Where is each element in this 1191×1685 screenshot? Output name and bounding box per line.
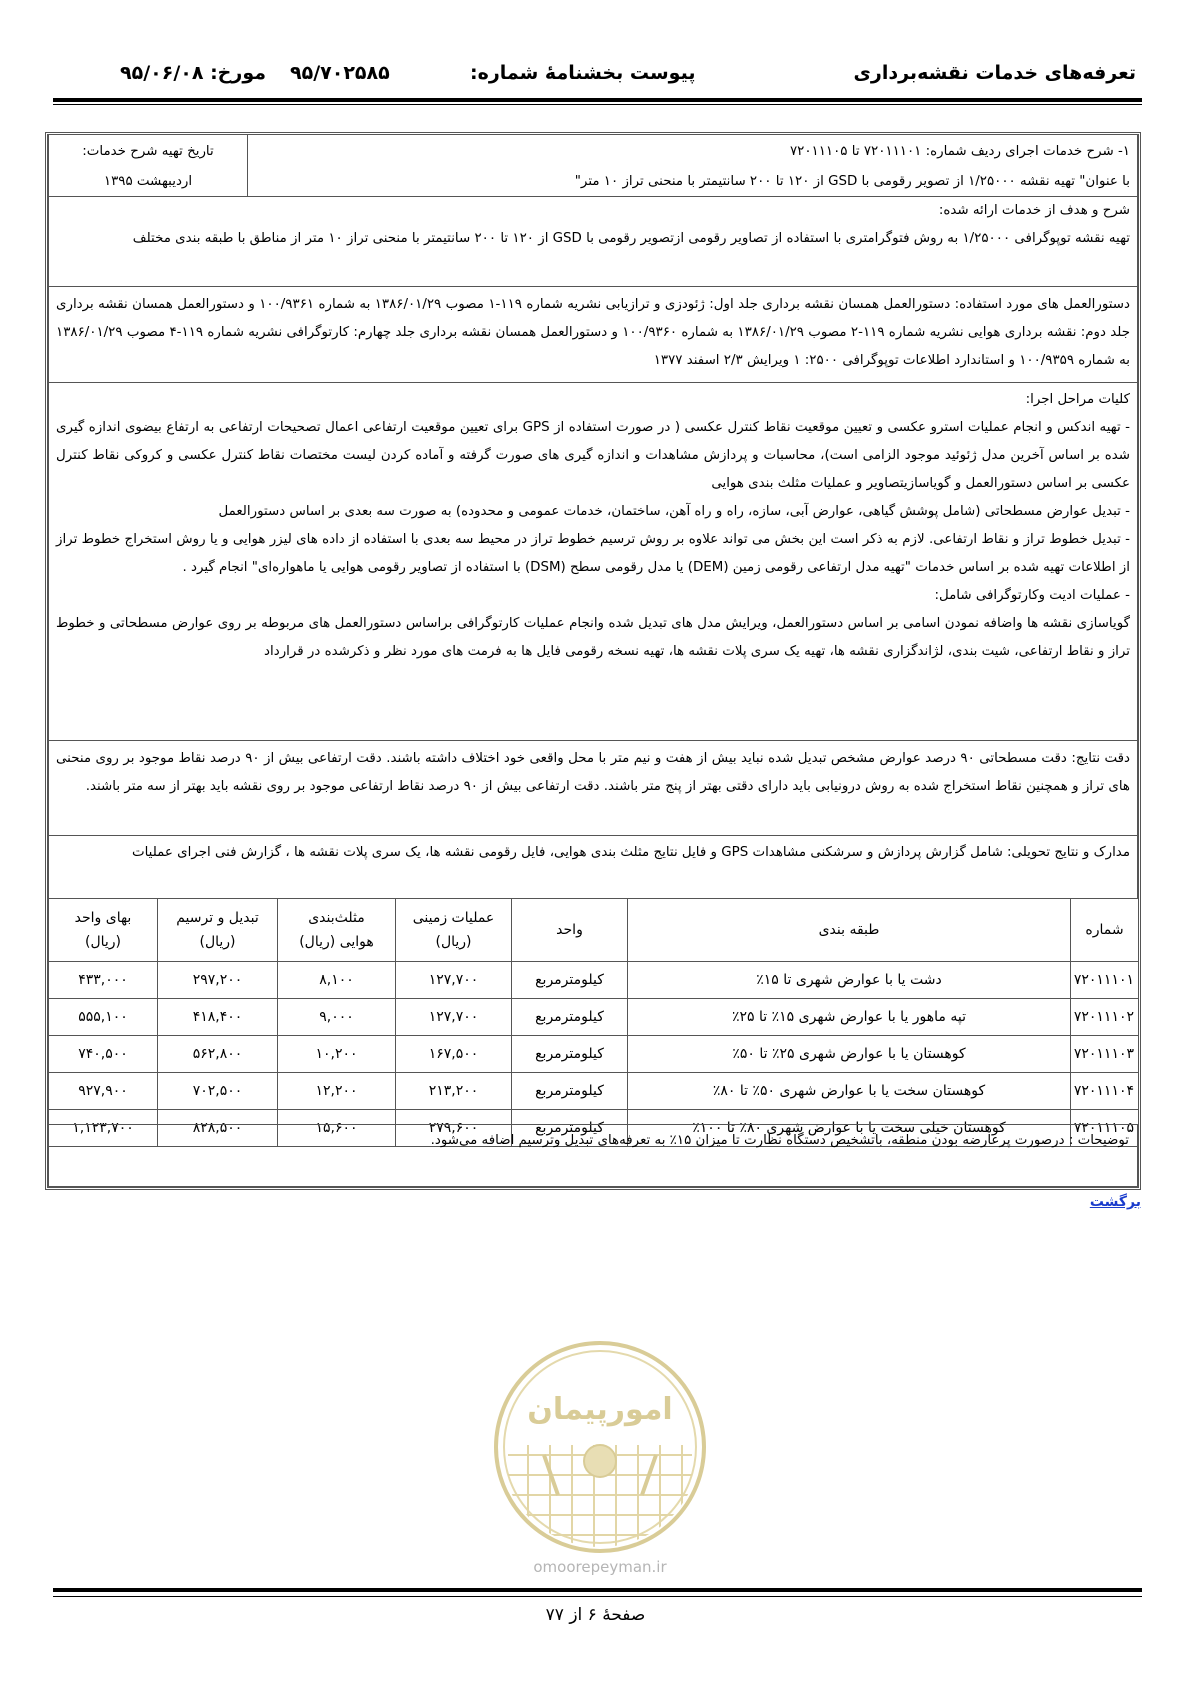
row-triangulation: ۸,۱۰۰ (278, 962, 396, 999)
table-note: توضیحات : درصورت پرعارضه بودن منطقه، باتشخیص دستگاه نظارت تا میزان ۱۵٪ به تعرفه‌های تبدیل وترسیم اضافه می‌شود. (48, 1124, 1138, 1187)
row-unit-price: ۵۵۵,۱۰۰ (49, 999, 158, 1036)
tariff-table (48, 898, 1139, 1147)
row-unit: کیلومترمربع (512, 1073, 628, 1110)
deliverables-cell (48, 835, 1138, 899)
footer-rule-thick (53, 1588, 1142, 1592)
table-row (49, 962, 1139, 999)
description-heading: شرح و هدف از خدمات ارائه شده: (938, 203, 1130, 218)
col-header-triangulation: مثلث‌بندی هوایی (ریال) (278, 899, 396, 962)
row-drawing: ۵۶۲,۸۰۰ (158, 1036, 278, 1073)
attachment-label: پیوست بخشنامۀ شماره: (470, 62, 696, 84)
table-row (49, 1036, 1139, 1073)
service-line-1: ۱- شرح خدمات اجرای ردیف شماره: ۷۲۰۱۱۱۰۱ تا ۷۲۰۱۱۱۰۵ (789, 144, 1130, 159)
back-link[interactable]: برگشت (1089, 1194, 1141, 1210)
row-category: تپه ماهور یا با عوارض شهری ۱۵٪ تا ۲۵٪ (628, 999, 1071, 1036)
service-title-cell (247, 134, 1138, 197)
standards-body: دستورالعمل های مورد استفاده: دستورالعمل همسان نقشه برداری جلد اول: ژئودزی و ترازیابی نشریه شماره ۱۱۹-۱ مصوب ۱۳۸۶/۰۱/۲۹ به شماره ۱۰۰/۹۳۶۱ و دستورالعمل همسان نقشه برداری جلد دوم: نقشه برداری هوایی نشریه شماره ۱۱۹-۲ مصوب ۱۳۸۶/۰۱/۲۹ به شماره ۱۰۰/۹۳۶۰ و دستورالعمل همسان نقشه برداری جلد چهارم: کارتوگرافی نشریه شماره ۱۱۹-۴ مصوب ۱۳۸۶/۰۱/۲۹ به شماره ۱۰۰/۹۳۵۹ و استاندارد اطلاعات توپوگرافی ۲۵۰۰: ۱ ویرایش ۲/۳ اسفند ۱۳۷۷ (56, 297, 1131, 368)
row-ground: ۲۷۹,۶۰۰ (396, 1110, 512, 1147)
table-row (49, 999, 1139, 1036)
accuracy-cell (48, 740, 1138, 836)
service-date-cell (48, 134, 248, 197)
steps-cell (48, 382, 1138, 741)
row-unit-price: ۷۴۰,۵۰۰ (49, 1036, 158, 1073)
row-category: کوهستان سخت یا با عوارض شهری ۵۰٪ تا ۸۰٪ (628, 1073, 1071, 1110)
row-code: ۷۲۰۱۱۱۰۵ (1071, 1110, 1139, 1147)
row-unit: کیلومترمربع (512, 962, 628, 999)
seal-text: امورپیمان (527, 1392, 673, 1427)
deliverables-body: مدارک و نتایج تحویلی: شامل گزارش پردازش و سرشکنی مشاهدات GPS و فایل نتایج مثلث بندی هوایی، فایل رقومی نقشه ها، یک سری پلات نقشه ها ، گزارش فنی اجرای عملیات (131, 845, 1130, 860)
row-drawing: ۴۱۸,۴۰۰ (158, 999, 278, 1036)
standards-cell (48, 286, 1138, 383)
document-title: تعرفه‌های خدمات نقشه‌برداری (853, 62, 1136, 84)
row-ground: ۱۲۷,۷۰۰ (396, 962, 512, 999)
row-unit-price: ۱,۱۲۳,۷۰۰ (49, 1110, 158, 1147)
col-header-drawing: تبدیل و ترسیم (ریال) (158, 899, 278, 962)
header-rule-thin (53, 104, 1142, 105)
watermark-seal (488, 1335, 712, 1555)
steps-paragraph-5: گویاسازی نقشه ها واضافه نمودن اسامی بر اساس دستورالعمل، ویرایش مدل های تبدیل شده وانجام عملیات کارتوگرافی براساس دستورالعمل های مربوطه بر روی عوارض مسطحاتی و خطوط تراز و نقاط ارتفاعی، شیت بندی، لژاندگزاری نقشه ها، تهیه یک سری پلات نقشه ها، تهیه نسخه رقومی فایل ها به فرمت های مورد نظر و ذکرشده در قرارداد (56, 616, 1130, 659)
row-unit: کیلومترمربع (512, 1036, 628, 1073)
steps-paragraph-2: - تبدیل عوارض مسطحاتی (شامل پوشش گیاهی، عوارض آبی، سازه، راه و راه آهن، ساختمان، خدمات عمومی و محدوده) به صورت سه بعدی بر اساس دستورالعمل (218, 504, 1130, 519)
row-unit-price: ۴۳۳,۰۰۰ (49, 962, 158, 999)
accuracy-body: دقت نتایج: دقت مسطحاتی ۹۰ درصد عوارض مشخص تبدیل شده نباید بیش از هفت و نیم متر با محل واقعی خود اختلاف داشته باشند. دقت ارتفاعی بیش از ۹۰ درصد نقاط موجود بر روی منحنی های تراز و همچنین نقاط استخراج شده به روش درونیابی باید دارای دقتی بهتر از پنج متر باشند. دقت ارتفاعی بیش از ۹۰ درصد نقاط ارتفاعی موجود بر روی نقشه باید بهتر از سه متر باشند. (56, 751, 1130, 794)
row-drawing: ۸۲۸,۵۰۰ (158, 1110, 278, 1147)
page-number: صفحۀ ۶ از ۷۷ (545, 1605, 646, 1625)
footer-rule-thin (53, 1596, 1142, 1597)
steps-heading: کلیات مراحل اجرا: (1025, 392, 1130, 407)
description-body: تهیه نقشه توپوگرافی ۱/۲۵۰۰۰ به روش فتوگرامتری با استفاده از تصاویر رقومی ازتصویر رقومی با GSD از ۱۲۰ تا ۲۰۰ سانتیمتر با منحنی تراز ۱۰ متر از مناطق با طبقه بندی مختلف (132, 231, 1130, 246)
row-code: ۷۲۰۱۱۱۰۳ (1071, 1036, 1139, 1073)
row-ground: ۱۲۷,۷۰۰ (396, 999, 512, 1036)
row-code: ۷۲۰۱۱۱۰۴ (1071, 1073, 1139, 1110)
row-unit: کیلومترمربع (512, 1110, 628, 1147)
steps-paragraph-4: - عملیات ادیت وکارتوگرافی شامل: (934, 588, 1130, 603)
table-header-row (49, 899, 1139, 962)
row-category: دشت یا با عوارض شهری تا ۱۵٪ (628, 962, 1071, 999)
row-unit-price: ۹۲۷,۹۰۰ (49, 1073, 158, 1110)
row-triangulation: ۱۵,۶۰۰ (278, 1110, 396, 1147)
row-triangulation: ۹,۰۰۰ (278, 999, 396, 1036)
col-header-unit: واحد (512, 899, 628, 962)
col-header-category: طبقه بندی (628, 899, 1071, 962)
watermark-site: omoorepeyman.ir (533, 1558, 667, 1576)
circular-number: ۹۵/۷۰۲۵۸۵ (290, 62, 390, 84)
col-header-unit-price: بهای واحد (ریال) (49, 899, 158, 962)
row-drawing: ۲۹۷,۲۰۰ (158, 962, 278, 999)
header-rule-thick (53, 98, 1142, 102)
row-category: کوهستان یا با عوارض شهری ۲۵٪ تا ۵۰٪ (628, 1036, 1071, 1073)
service-date-value: اردیبهشت ۱۳۹۵ (103, 174, 193, 189)
row-drawing: ۷۰۲,۵۰۰ (158, 1073, 278, 1110)
row-category: کوهستان خیلی سخت یا با عوارض شهری ۸۰٪ تا ۱۰۰٪ (628, 1110, 1071, 1147)
row-triangulation: ۱۲,۲۰۰ (278, 1073, 396, 1110)
steps-paragraph-3: - تبدیل خطوط تراز و نقاط ارتفاعی. لازم به ذکر است این بخش می تواند علاوه بر روش ترسیم خطوط تراز در محیط سه بعدی با استفاده از داده های لیزر هوایی و یا روش استخراج خطوط تراز از اطلاعات تهیه شده بر اساس خدمات "تهیه مدل ارتفاعی رقومی زمین (DEM) یا مدل رقومی سطح (DSM) با استفاده از تصاویر رقومی هوایی یا ماهواره‌ای" انجام گیرد . (56, 532, 1130, 575)
description-cell (48, 196, 1138, 287)
circular-date: مورخ: ۹۵/۰۶/۰۸ (120, 62, 266, 84)
row-ground: ۲۱۳,۲۰۰ (396, 1073, 512, 1110)
col-header-code: شماره (1071, 899, 1139, 962)
service-line-2: با عنوان" تهیه نقشه ۱/۲۵۰۰۰ از تصویر رقومی با GSD از ۱۲۰ تا ۲۰۰ سانتیمتر با منحنی تراز ۱۰ متر" (574, 174, 1130, 189)
row-unit: کیلومترمربع (512, 999, 628, 1036)
row-ground: ۱۶۷,۵۰۰ (396, 1036, 512, 1073)
row-code: ۷۲۰۱۱۱۰۲ (1071, 999, 1139, 1036)
row-code: ۷۲۰۱۱۱۰۱ (1071, 962, 1139, 999)
row-triangulation: ۱۰,۲۰۰ (278, 1036, 396, 1073)
table-row (49, 1073, 1139, 1110)
steps-paragraph-1: - تهیه اندکس و انجام عملیات استرو عکسی و تعیین موقعیت نقاط کنترل عکسی ( در صورت استفاده از GPS برای تعیین موقعیت ارتفاعی اعمال تصحیحات ارتفاعی به ارتفاع بیضوی اندازه گیری شده بر اساس آخرین مدل ژئوئید موجود الزامی است)، محاسبات و پردازش مشاهدات و اندازه گیری های صورت گرفته و آماده کردن لیست مختصات نقاط کنترل عکسی و کروکی نقاط کنترل عکسی بر اساس دستورالعمل و گویاسازیتصاویر و عملیات مثلث بندی هوایی (56, 420, 1130, 491)
col-header-ground: عملیات زمینی (ریال) (396, 899, 512, 962)
service-date-label: تاریخ تهیه شرح خدمات: (82, 144, 214, 159)
